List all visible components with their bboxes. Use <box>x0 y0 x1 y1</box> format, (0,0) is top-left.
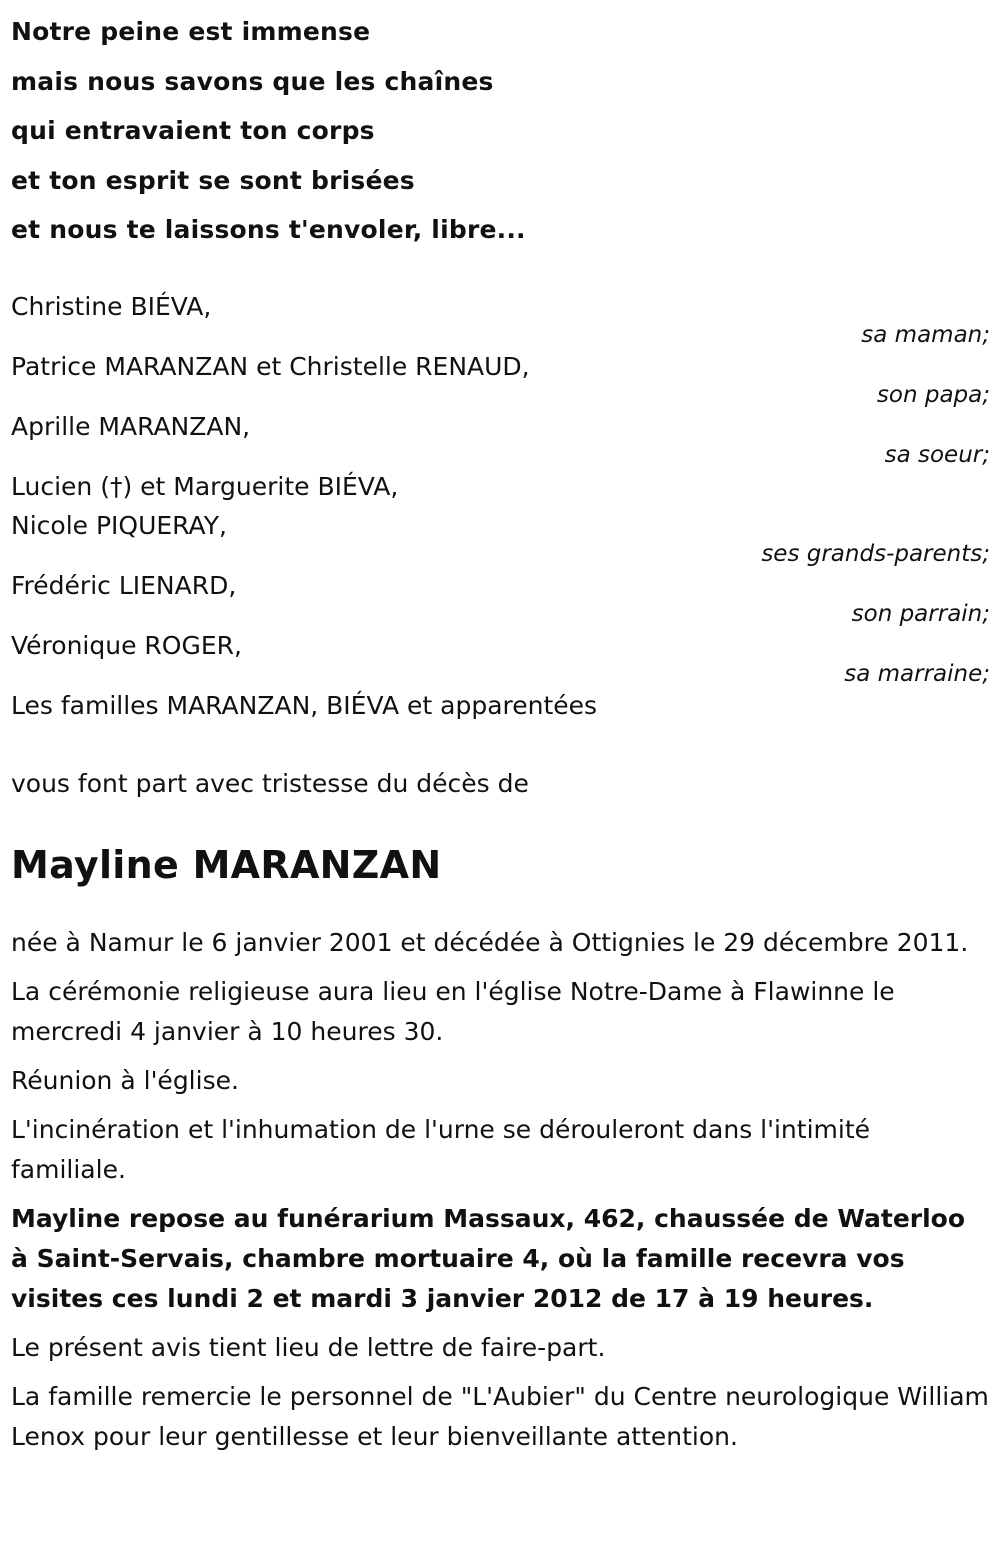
family-entry <box>11 467 990 566</box>
family-entry <box>11 686 990 725</box>
detail-paragraph-visitation: Mayline repose au funérarium Massaux, 462, chaussée de Waterloo à Saint-Servais, chambre mortuaire 4, où la famille recevra vos visites ces lundi 2 et mardi 3 janvier 2012 de 17 à 19 heures. <box>11 1203 966 1313</box>
family-member-name: Nicole PIQUERAY, <box>11 510 227 540</box>
family-member-role: sa soeur; <box>884 441 990 468</box>
family-member-role: ses grands-parents; <box>761 540 990 567</box>
family-member-name: Patrice MARANZAN et Christelle RENAUD, <box>11 351 530 381</box>
detail-paragraph: La famille remercie le personnel de "L'Aubier" du Centre neurologique William Lenox pour leur gentillesse et leur bienveillante attention. <box>11 1381 989 1451</box>
family-member-name: Lucien (†) et Marguerite BIÉVA, <box>11 471 399 501</box>
family-member-name: Frédéric LIENARD, <box>11 570 237 600</box>
poem-line: et nous te laissons t'envoler, libre... <box>11 215 526 244</box>
family-member-name: Les familles MARANZAN, BIÉVA et apparentées <box>11 690 598 720</box>
family-entry <box>11 566 990 626</box>
family-member-name: Christine BIÉVA, <box>11 291 212 321</box>
deceased-name: Mayline MARANZAN <box>11 842 442 887</box>
family-member-role: son papa; <box>876 381 990 408</box>
poem-line: mais nous savons que les chaînes <box>11 66 494 96</box>
family-entry <box>11 287 990 347</box>
family-member-role: sa maman; <box>861 321 990 348</box>
family-entry <box>11 347 990 407</box>
poem-line: et ton esprit se sont brisées <box>11 165 415 195</box>
detail-paragraph: née à Namur le 6 janvier 2001 et décédée à Ottignies le 29 décembre 2011. <box>11 927 969 957</box>
family-member-name: Aprille MARANZAN, <box>11 411 251 441</box>
detail-paragraph: La cérémonie religieuse aura lieu en l'église Notre-Dame à Flawinne le mercredi 4 janvier à 10 heures 30. <box>11 976 895 1046</box>
family-list <box>11 287 990 725</box>
poem-line: qui entravaient ton corps <box>11 116 375 145</box>
family-entry <box>11 626 990 686</box>
family-entry <box>11 407 990 467</box>
family-member-role: son parrain; <box>851 600 990 627</box>
poem <box>11 0 990 255</box>
detail-paragraph: Le présent avis tient lieu de lettre de faire-part. <box>11 1332 606 1362</box>
details-section <box>11 923 990 1457</box>
detail-paragraph: L'incinération et l'inhumation de l'urne se dérouleront dans l'intimité familiale. <box>11 1114 871 1184</box>
announcement-text: vous font part avec tristesse du décès de <box>11 768 529 798</box>
family-member-name: Véronique ROGER, <box>11 630 242 660</box>
detail-paragraph: Réunion à l'église. <box>11 1065 239 1095</box>
family-member-role: sa marraine; <box>844 660 990 687</box>
poem-line: Notre peine est immense <box>11 17 371 46</box>
